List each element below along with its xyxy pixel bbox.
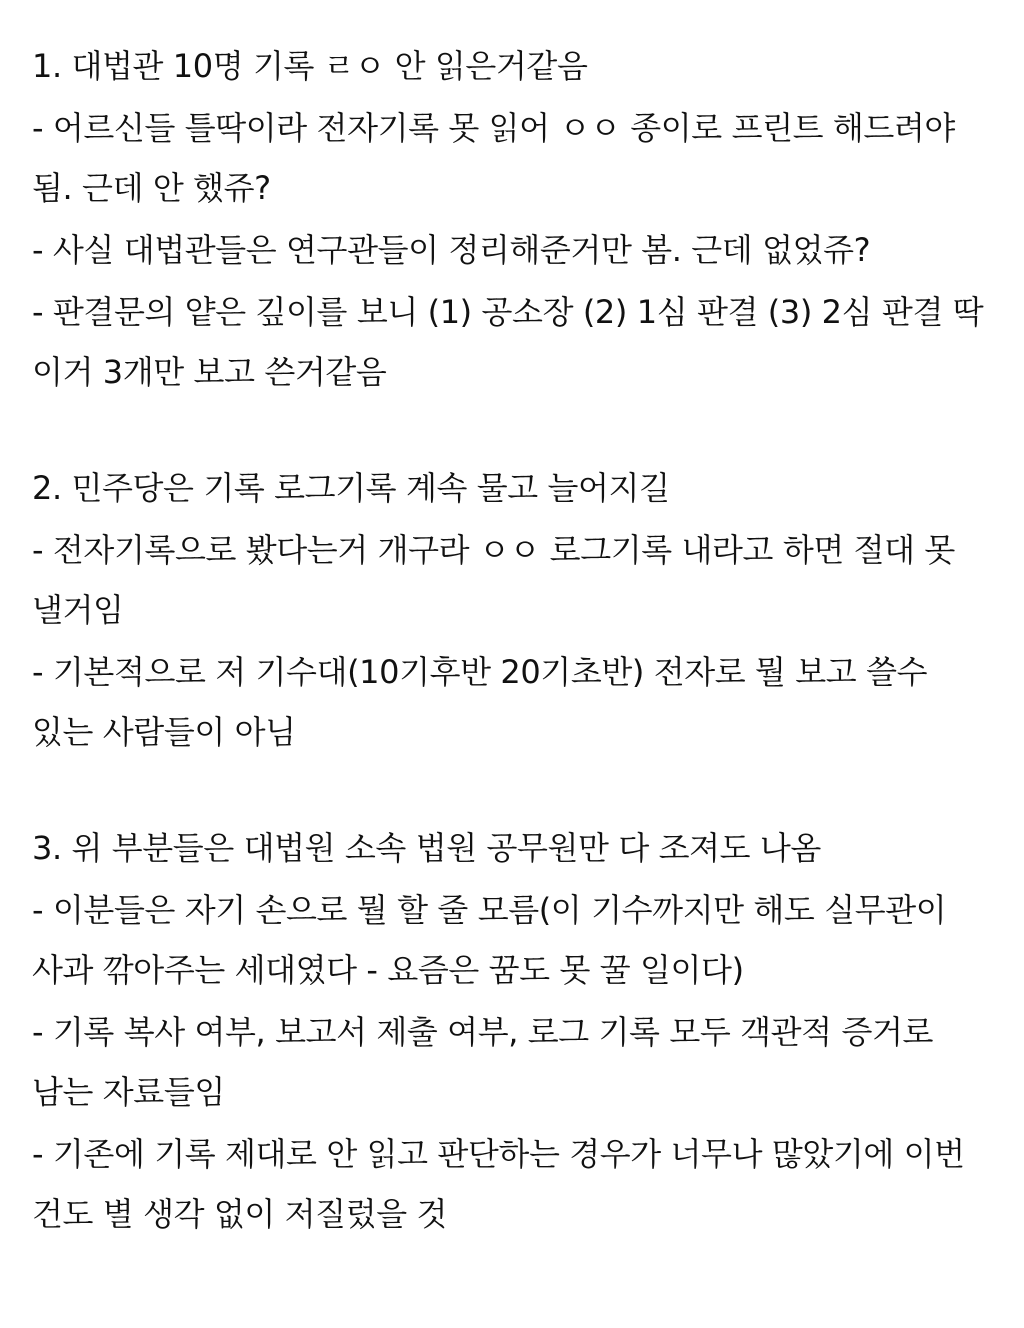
- section-heading: 3. 위 부분들은 대법원 소속 법원 공무원만 다 조져도 나옴: [32, 829, 821, 867]
- bullet-item: - 기존에 기록 제대로 안 읽고 판단하는 경우가 너무나 많았기에 이번 건도 별 생각 없이 저질렀을 것: [32, 1135, 965, 1233]
- bullet-item: - 이분들은 자기 손으로 뭘 할 줄 모름(이 기수까지만 해도 실무관이 사과 깎아주는 세대였다 - 요즘은 꿈도 못 꿀 일이다): [32, 891, 947, 989]
- bullet-item: - 전자기록으로 봤다는거 개구라 ㅇㅇ 로그기록 내라고 하면 절대 못 낼거임: [32, 531, 955, 629]
- bullet-item: - 사실 대법관들은 연구관들이 정리해준거만 봄. 근데 없었쥬?: [32, 231, 871, 269]
- section-heading: 2. 민주당은 기록 로그기록 계속 물고 늘어지길: [32, 469, 670, 507]
- bullet-item: - 기본적으로 저 기수대(10기후반 20기초반) 전자로 뭘 보고 쓸수 있는 사람들이 아님: [32, 653, 928, 751]
- bullet-item: - 어르신들 틀딱이라 전자기록 못 읽어 ㅇㅇ 종이로 프린트 해드려야 됨. 근데 안 했쥬?: [32, 109, 955, 207]
- section-heading: 1. 대법관 10명 기록 ㄹㅇ 안 읽은거같음: [32, 47, 588, 85]
- bullet-item: - 기록 복사 여부, 보고서 제출 여부, 로그 기록 모두 객관적 증거로 남는 자료들임: [32, 1013, 933, 1111]
- section-1: [32, 36, 984, 402]
- document-body: [32, 36, 984, 1244]
- bullet-item: - 판결문의 얕은 깊이를 보니 (1) 공소장 (2) 1심 판결 (3) 2심 판결 딱 이거 3개만 보고 쓴거같음: [32, 293, 984, 391]
- section-2: [32, 458, 984, 762]
- section-3: [32, 818, 984, 1244]
